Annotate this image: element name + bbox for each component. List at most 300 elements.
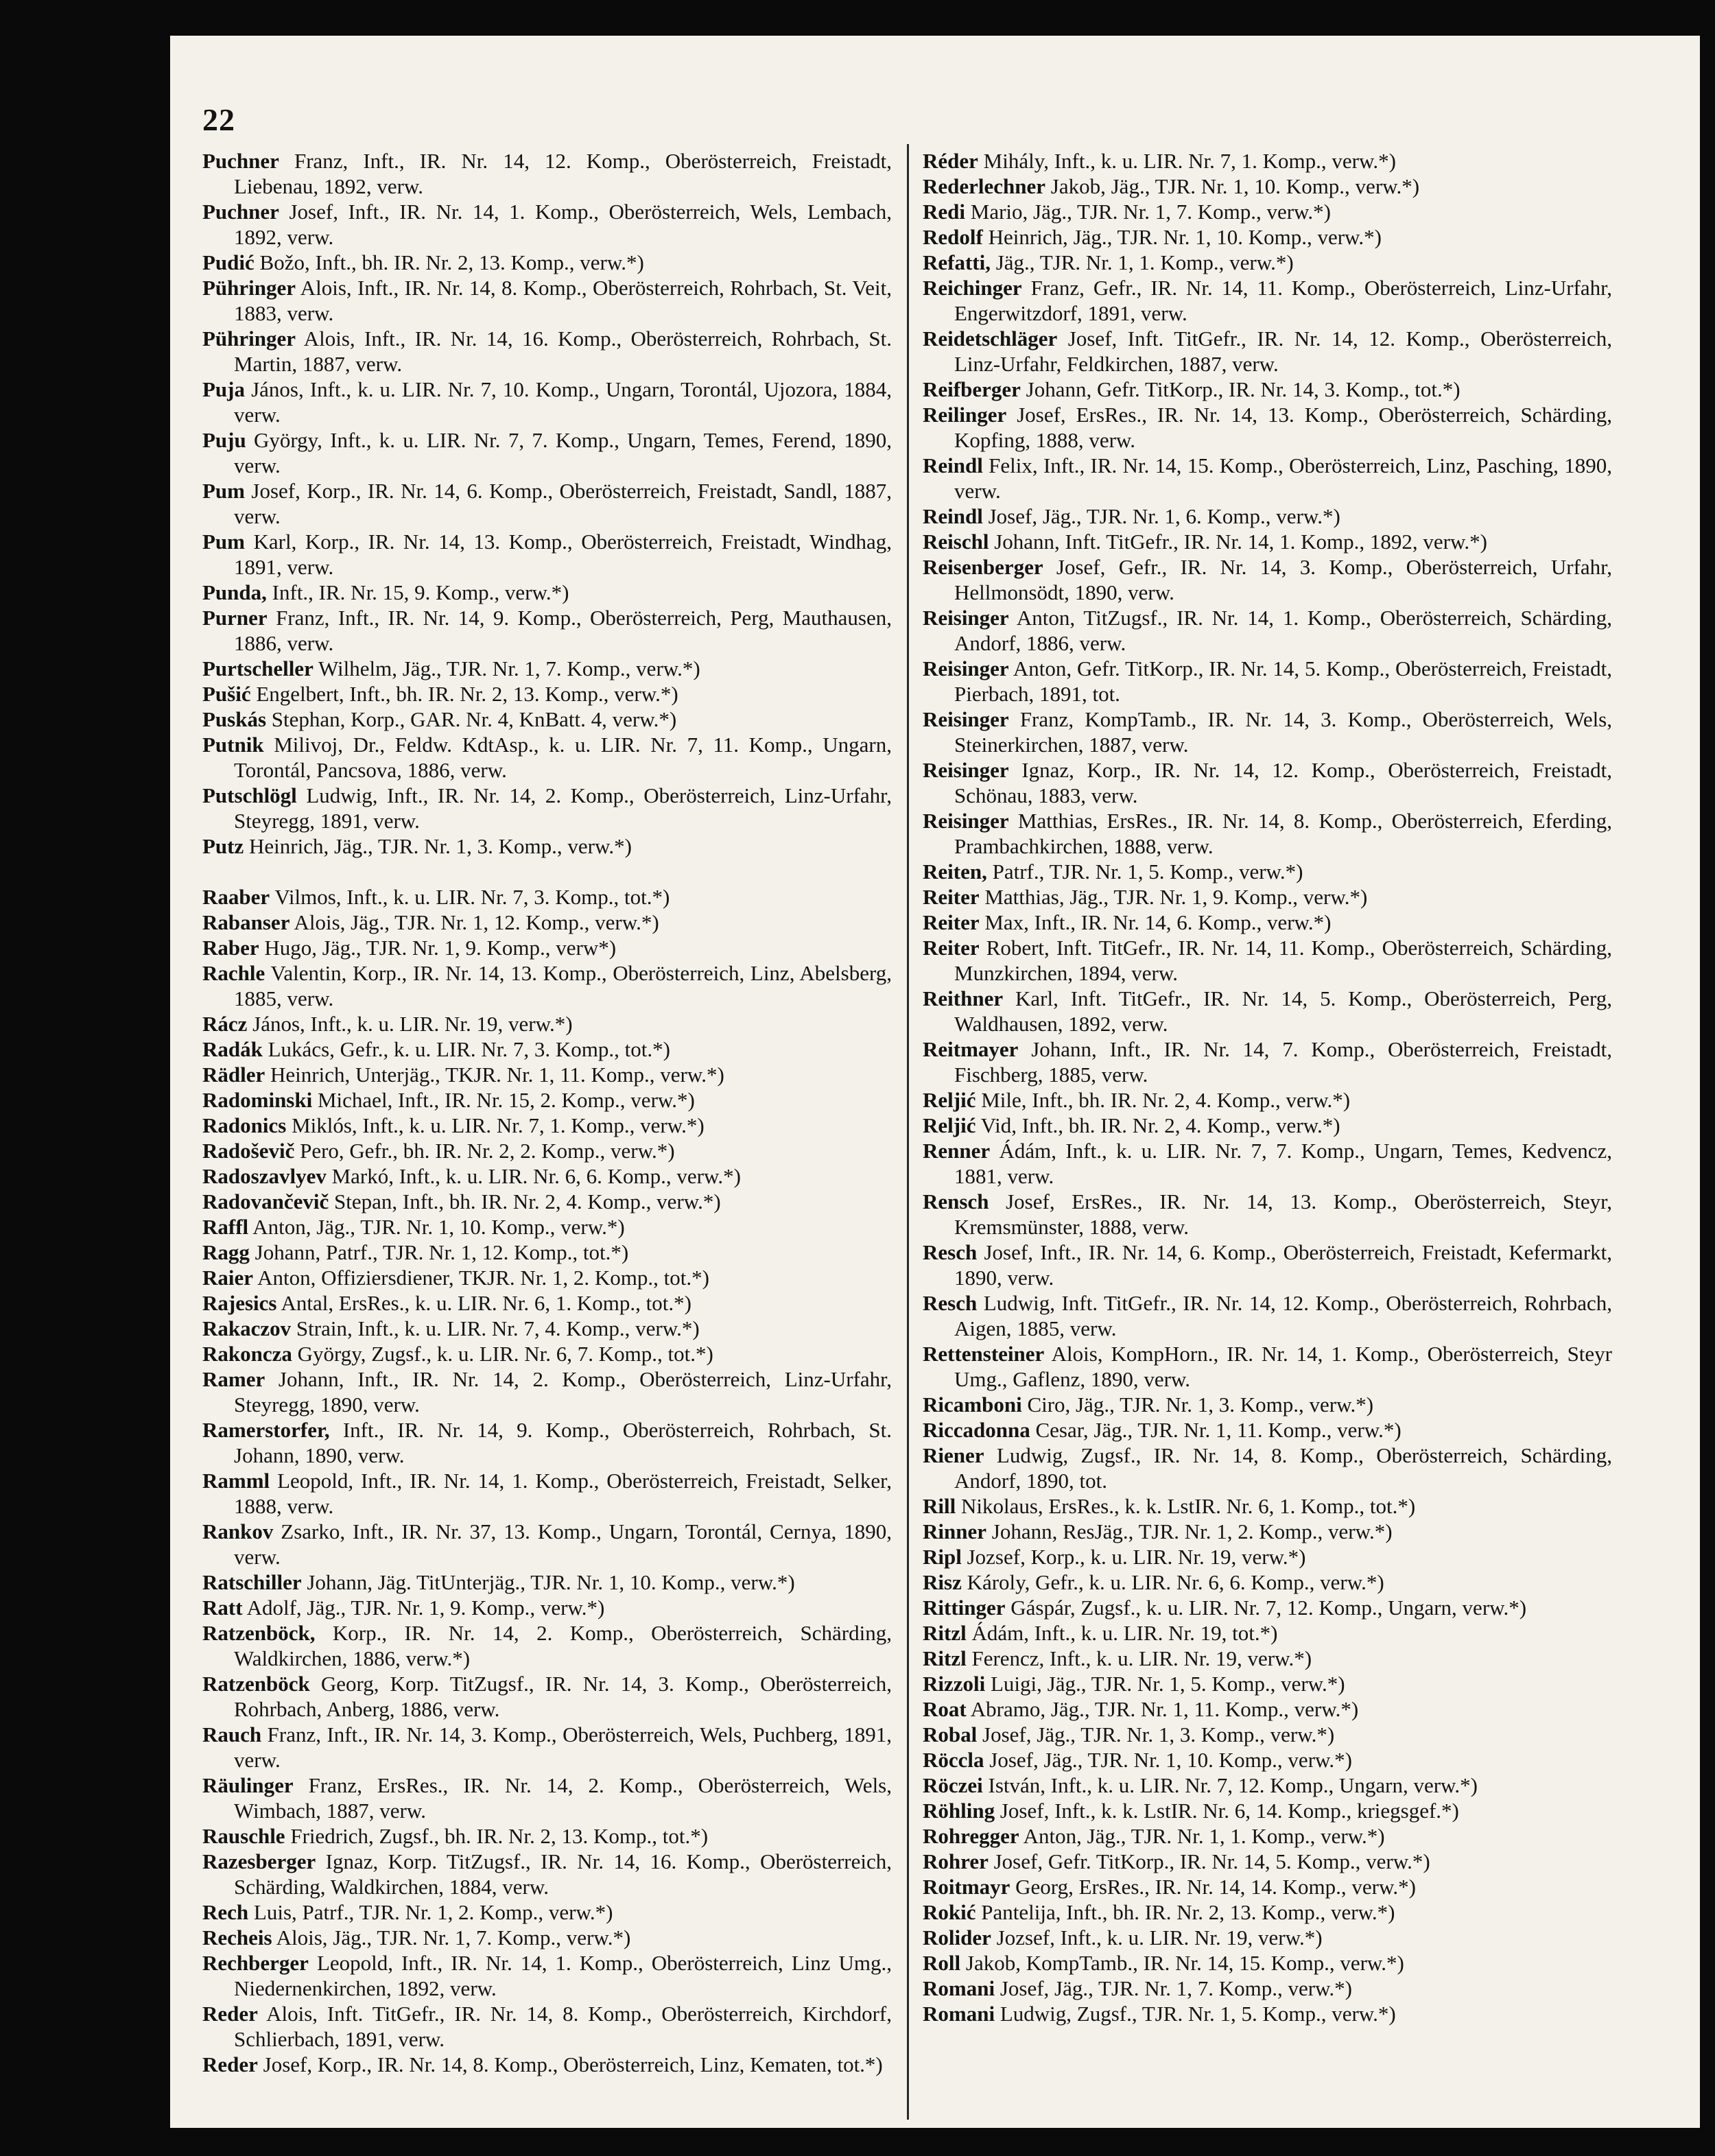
list-entry xyxy=(923,504,1612,529)
entry-details: Stephan, Korp., GAR. Nr. 4, KnBatt. 4, verw.*) xyxy=(266,707,677,731)
list-entry xyxy=(923,1113,1612,1138)
entry-details: Ignaz, Korp. TitZugsf., IR. Nr. 14, 16. Komp., Oberösterreich, Schärding, Waldkirchen, 1884, verw. xyxy=(234,1849,892,1899)
entry-surname: Rech xyxy=(202,1900,249,1924)
entry-details: Korp., IR. Nr. 14, 2. Komp., Oberösterreich, Schärding, Waldkirchen, 1886, verw.*) xyxy=(234,1621,892,1670)
entry-details: Luis, Patrf., TJR. Nr. 1, 2. Komp., verw.*) xyxy=(248,1900,613,1924)
list-entry xyxy=(923,2001,1612,2026)
list-entry xyxy=(923,1976,1612,2001)
entry-surname: Renner xyxy=(923,1139,991,1163)
entry-details: Anton, Jäg., TJR. Nr. 1, 1. Komp., verw.*) xyxy=(1019,1824,1385,1848)
list-entry xyxy=(202,1290,892,1316)
entry-surname: Resch xyxy=(923,1240,978,1264)
entry-details: Anton, Offiziersdiener, TKJR. Nr. 1, 2. Komp., tot.*) xyxy=(253,1266,709,1290)
entry-surname: Punda, xyxy=(202,580,267,604)
list-entry xyxy=(202,1163,892,1189)
entry-details: Matthias, Jäg., TJR. Nr. 1, 9. Komp., verw.*) xyxy=(979,885,1368,909)
list-entry xyxy=(202,1620,892,1671)
entry-details: Károly, Gefr., k. u. LIR. Nr. 6, 6. Komp., verw.*) xyxy=(961,1570,1384,1594)
list-entry xyxy=(923,1519,1612,1544)
entry-surname: Raber xyxy=(202,936,259,960)
list-entry xyxy=(923,224,1612,250)
entry-surname: Reder xyxy=(202,2002,258,2026)
entry-surname: Puchner xyxy=(202,149,279,173)
entry-details: Franz, Inft., IR. Nr. 14, 12. Komp., Oberösterreich, Freistadt, Liebenau, 1892, verw. xyxy=(234,149,892,198)
list-entry xyxy=(923,275,1612,326)
entry-details: Josef, Inft. TitGefr., IR. Nr. 14, 12. Komp., Oberösterreich, Linz-Urfahr, Feldkirchen, 1887, verw. xyxy=(954,327,1612,376)
entry-surname: Recheis xyxy=(202,1926,272,1950)
entry-surname: Radovančevič xyxy=(202,1189,329,1213)
list-entry xyxy=(923,554,1612,605)
entry-surname: Ratzenböck xyxy=(202,1672,310,1696)
entry-surname: Rankov xyxy=(202,1519,274,1543)
list-entry xyxy=(202,605,892,656)
list-entry xyxy=(923,326,1612,377)
entry-details: Josef, Jäg., TJR. Nr. 1, 6. Komp., verw.*) xyxy=(982,504,1340,528)
entry-details: Alois, Jäg., TJR. Nr. 1, 7. Komp., verw.*) xyxy=(272,1926,631,1950)
entry-details: Josef, ErsRes., IR. Nr. 14, 13. Komp., Oberösterreich, Schärding, Kopfing, 1888, verw. xyxy=(954,403,1612,452)
entry-surname: Rohrer xyxy=(923,1849,989,1873)
entry-surname: Ritzl xyxy=(923,1621,967,1645)
list-entry xyxy=(923,1823,1612,1849)
list-entry xyxy=(923,859,1612,884)
list-entry xyxy=(923,1646,1612,1671)
entry-surname: Rolider xyxy=(923,1926,991,1950)
list-entry xyxy=(202,1519,892,1569)
list-entry xyxy=(202,1569,892,1595)
entry-details: Engelbert, Inft., bh. IR. Nr. 2, 13. Komp., verw.*) xyxy=(250,682,678,706)
list-entry xyxy=(202,1011,892,1036)
entry-surname: Pušić xyxy=(202,682,251,706)
list-entry xyxy=(202,1823,892,1849)
list-entry xyxy=(923,1671,1612,1696)
list-entry xyxy=(923,605,1612,656)
list-entry xyxy=(202,1062,892,1087)
entry-surname: Réder xyxy=(923,149,978,173)
list-entry xyxy=(202,783,892,833)
list-entry xyxy=(923,1290,1612,1341)
entry-surname: Rederlechner xyxy=(923,174,1046,198)
entry-surname: Rädler xyxy=(202,1063,265,1087)
list-entry xyxy=(202,1950,892,2001)
entry-details: Josef, Korp., IR. Nr. 14, 6. Komp., Oberösterreich, Freistadt, Sandl, 1887, verw. xyxy=(234,479,892,528)
entry-details: Josef, Jäg., TJR. Nr. 1, 10. Komp., verw.*) xyxy=(984,1748,1352,1772)
entry-details: Valentin, Korp., IR. Nr. 14, 13. Komp., Oberösterreich, Linz, Abelsberg, 1885, verw. xyxy=(234,961,892,1010)
entry-surname: Reischl xyxy=(923,530,989,554)
entry-details: Robert, Inft. TitGefr., IR. Nr. 14, 11. Komp., Oberösterreich, Schärding, Munzkirchen, 1894, verw. xyxy=(954,936,1612,985)
entry-surname: Raier xyxy=(202,1266,254,1290)
list-entry xyxy=(923,377,1612,402)
list-entry xyxy=(202,707,892,732)
entry-surname: Romani xyxy=(923,2002,995,2026)
list-entry xyxy=(202,1468,892,1519)
entry-surname: Reder xyxy=(202,2052,258,2076)
list-entry xyxy=(202,1925,892,1950)
entry-details: Ludwig, Zugsf., IR. Nr. 14, 8. Komp., Oberösterreich, Schärding, Andorf, 1890, tot. xyxy=(954,1443,1612,1493)
entry-surname: Reilinger xyxy=(923,403,1007,427)
list-entry xyxy=(202,1214,892,1240)
entry-details: Jäg., TJR. Nr. 1, 1. Komp., verw.*) xyxy=(990,250,1294,274)
entry-surname: Reisinger xyxy=(923,758,1009,782)
list-entry xyxy=(923,199,1612,224)
list-entry xyxy=(202,1113,892,1138)
entry-details: Wilhelm, Jäg., TJR. Nr. 1, 7. Komp., verw.*) xyxy=(313,656,700,680)
list-entry xyxy=(923,1087,1612,1113)
entry-details: Inft., IR. Nr. 14, 9. Komp., Oberösterreich, Rohrbach, St. Johann, 1890, verw. xyxy=(234,1418,892,1467)
entry-surname: Rakoncza xyxy=(202,1342,292,1366)
list-entry xyxy=(923,935,1612,986)
entry-details: Leopold, Inft., IR. Nr. 14, 1. Komp., Oberösterreich, Freistadt, Selker, 1888, verw. xyxy=(234,1469,892,1518)
entry-surname: Purner xyxy=(202,606,268,630)
entry-surname: Reidetschläger xyxy=(923,327,1058,351)
entry-details: Franz, Gefr., IR. Nr. 14, 11. Komp., Oberösterreich, Linz-Urfahr, Engerwitzdorf, 1891, verw. xyxy=(954,276,1612,325)
entry-details: Franz, ErsRes., IR. Nr. 14, 2. Komp., Oberösterreich, Wels, Wimbach, 1887, verw. xyxy=(234,1773,892,1823)
list-entry xyxy=(202,1366,892,1417)
list-entry xyxy=(202,2052,892,2077)
list-entry xyxy=(202,1087,892,1113)
entry-details: István, Inft., k. u. LIR. Nr. 7, 12. Komp., Ungarn, verw.*) xyxy=(982,1773,1478,1797)
entry-details: Johann, Gefr. TitKorp., IR. Nr. 14, 3. Komp., tot.*) xyxy=(1020,377,1460,401)
entry-details: Matthias, ErsRes., IR. Nr. 14, 8. Komp., Oberösterreich, Eferding, Prambachkirchen, 1888, verw. xyxy=(954,809,1612,858)
entry-surname: Roitmayr xyxy=(923,1875,1010,1899)
list-entry xyxy=(202,1773,892,1823)
list-entry xyxy=(923,1443,1612,1493)
entry-surname: Ramerstorfer, xyxy=(202,1418,330,1442)
list-entry xyxy=(202,2001,892,2052)
entry-surname: Putschlögl xyxy=(202,783,297,807)
entry-surname: Rittinger xyxy=(923,1596,1006,1620)
entry-details: Ádám, Inft., k. u. LIR. Nr. 19, tot.*) xyxy=(966,1621,1278,1645)
entry-details: Mihály, Inft., k. u. LIR. Nr. 7, 1. Komp., verw.*) xyxy=(978,149,1396,173)
entry-surname: Reifberger xyxy=(923,377,1021,401)
entry-surname: Resch xyxy=(923,1291,978,1315)
list-entry xyxy=(202,1671,892,1722)
list-entry xyxy=(923,1036,1612,1087)
entry-details: Josef, Korp., IR. Nr. 14, 8. Komp., Oberösterreich, Linz, Kematen, tot.*) xyxy=(257,2052,883,2076)
entry-surname: Röccla xyxy=(923,1748,984,1772)
entry-surname: Röhling xyxy=(923,1799,995,1823)
entry-details: Heinrich, Jäg., TJR. Nr. 1, 3. Komp., verw.*) xyxy=(244,834,632,858)
entry-details: Pero, Gefr., bh. IR. Nr. 2, 2. Komp., verw.*) xyxy=(294,1139,675,1163)
list-entry xyxy=(923,1849,1612,1874)
entry-surname: Rechberger xyxy=(202,1951,309,1975)
entry-details: Alois, Inft., IR. Nr. 14, 16. Komp., Oberösterreich, Rohrbach, St. Martin, 1887, verw. xyxy=(234,327,892,376)
list-entry xyxy=(202,1036,892,1062)
entry-details: György, Inft., k. u. LIR. Nr. 7, 7. Komp., Ungarn, Temes, Ferend, 1890, verw. xyxy=(234,428,892,477)
list-entry xyxy=(923,1417,1612,1443)
entry-details: Ferencz, Inft., k. u. LIR. Nr. 19, verw.*) xyxy=(966,1646,1312,1670)
entry-details: Max, Inft., IR. Nr. 14, 6. Komp., verw.*) xyxy=(979,910,1332,934)
entry-details: Jozsef, Inft., k. u. LIR. Nr. 19, verw.*) xyxy=(991,1926,1323,1950)
entry-surname: Reljić xyxy=(923,1088,976,1112)
entry-details: Jakob, KompTamb., IR. Nr. 14, 15. Komp., verw.*) xyxy=(960,1951,1404,1975)
entry-details: Ludwig, Inft., IR. Nr. 14, 2. Komp., Oberösterreich, Linz-Urfahr, Steyregg, 1891, verw. xyxy=(234,783,892,833)
entry-surname: Reisinger xyxy=(923,809,1009,833)
entry-surname: Redi xyxy=(923,200,965,224)
list-entry xyxy=(202,529,892,580)
entry-details: Johann, Jäg. TitUnterjäg., TJR. Nr. 1, 10. Komp., verw.*) xyxy=(301,1570,795,1594)
entry-details: Jozsef, Korp., k. u. LIR. Nr. 19, verw.*) xyxy=(961,1545,1306,1569)
entry-surname: Reithner xyxy=(923,986,1004,1010)
entry-details: Franz, Inft., IR. Nr. 14, 3. Komp., Oberösterreich, Wels, Puchberg, 1891, verw. xyxy=(234,1722,892,1772)
entry-surname: Putz xyxy=(202,834,244,858)
entry-surname: Reiter xyxy=(923,936,980,960)
list-entry xyxy=(923,1773,1612,1798)
entry-details: Friedrich, Zugsf., bh. IR. Nr. 2, 13. Komp., tot.*) xyxy=(285,1824,709,1848)
entry-surname: Rinner xyxy=(923,1519,986,1543)
entry-details: Ludwig, Zugsf., TJR. Nr. 1, 5. Komp., verw.*) xyxy=(995,2002,1396,2026)
entry-surname: Reisinger xyxy=(923,606,1009,630)
entry-details: Alois, Inft. TitGefr., IR. Nr. 14, 8. Komp., Oberösterreich, Kirchdorf, Schlierbach, 1891, verw. xyxy=(234,2002,892,2051)
list-entry xyxy=(923,1341,1612,1392)
list-entry xyxy=(202,681,892,707)
entry-details: Mile, Inft., bh. IR. Nr. 2, 4. Komp., verw.*) xyxy=(975,1088,1351,1112)
entry-surname: Reiter xyxy=(923,910,980,934)
entry-details: Milivoj, Dr., Feldw. KdtAsp., k. u. LIR. Nr. 7, 11. Komp., Ungarn, Torontál, Pancsova, 1886, verw. xyxy=(234,733,892,782)
entry-details: Josef, Inft., k. k. LstIR. Nr. 6, 14. Komp., kriegsgef.*) xyxy=(995,1799,1459,1823)
entry-details: János, Inft., k. u. LIR. Nr. 7, 10. Komp., Ungarn, Torontál, Ujozora, 1884, verw. xyxy=(234,377,892,427)
entry-surname: Ratschiller xyxy=(202,1570,302,1594)
list-entry xyxy=(923,1798,1612,1823)
entry-surname: Reitmayer xyxy=(923,1037,1019,1061)
entry-surname: Roll xyxy=(923,1951,961,1975)
entry-details: Božo, Inft., bh. IR. Nr. 2, 13. Komp., verw.*) xyxy=(254,250,644,274)
list-entry xyxy=(202,1265,892,1290)
entry-details: Josef, Gefr. TitKorp., IR. Nr. 14, 5. Komp., verw.*) xyxy=(988,1849,1430,1873)
list-entry xyxy=(923,250,1612,275)
entry-details: Josef, Inft., IR. Nr. 14, 1. Komp., Oberösterreich, Wels, Lembach, 1892, verw. xyxy=(234,200,892,249)
list-entry xyxy=(202,1899,892,1925)
entry-details: Vilmos, Inft., k. u. LIR. Nr. 7, 3. Komp., tot.*) xyxy=(270,885,670,909)
entry-surname: Puja xyxy=(202,377,245,401)
entry-surname: Reljić xyxy=(923,1113,976,1137)
entry-surname: Reiten, xyxy=(923,860,987,884)
entry-details: Miklós, Inft., k. u. LIR. Nr. 7, 1. Komp., verw.*) xyxy=(286,1113,705,1137)
entry-surname: Röczei xyxy=(923,1773,983,1797)
list-entry xyxy=(923,1899,1612,1925)
entry-surname: Risz xyxy=(923,1570,962,1594)
entry-surname: Radák xyxy=(202,1037,263,1061)
entry-details: Ignaz, Korp., IR. Nr. 14, 12. Komp., Oberösterreich, Freistadt, Schönau, 1883, verw. xyxy=(954,758,1612,807)
entry-surname: Ritzl xyxy=(923,1646,967,1670)
entry-details: Franz, Inft., IR. Nr. 14, 9. Komp., Oberösterreich, Perg, Mauthausen, 1886, verw. xyxy=(234,606,892,655)
list-entry xyxy=(202,884,892,910)
entry-surname: Reindl xyxy=(923,504,983,528)
entry-surname: Ricamboni xyxy=(923,1393,1022,1417)
list-entry xyxy=(923,707,1612,757)
entry-surname: Putnik xyxy=(202,733,264,757)
list-entry xyxy=(923,1240,1612,1290)
list-entry xyxy=(202,1189,892,1214)
entry-surname: Rabanser xyxy=(202,910,290,934)
list-entry xyxy=(202,148,892,199)
entry-surname: Redolf xyxy=(923,225,983,249)
entry-surname: Razesberger xyxy=(202,1849,316,1873)
entry-surname: Pum xyxy=(202,479,245,503)
entry-details: Alois, Inft., IR. Nr. 14, 8. Komp., Oberösterreich, Rohrbach, St. Veit, 1883, verw. xyxy=(234,276,892,325)
list-entry xyxy=(923,1722,1612,1747)
list-entry xyxy=(923,656,1612,707)
entry-details: Zsarko, Inft., IR. Nr. 37, 13. Komp., Ungarn, Torontál, Cernya, 1890, verw. xyxy=(234,1519,892,1569)
list-entry xyxy=(202,1417,892,1468)
entry-surname: Ramml xyxy=(202,1469,270,1493)
list-entry xyxy=(923,1874,1612,1899)
entry-surname: Rajesics xyxy=(202,1291,277,1315)
list-entry xyxy=(923,1493,1612,1519)
entry-details: Patrf., TJR. Nr. 1, 5. Komp., verw.*) xyxy=(986,860,1303,884)
entry-surname: Radoševič xyxy=(202,1139,295,1163)
left-column xyxy=(202,148,892,2077)
list-entry xyxy=(202,580,892,605)
list-entry xyxy=(202,833,892,859)
entry-details: Josef, Jäg., TJR. Nr. 1, 7. Komp., verw.*) xyxy=(995,1976,1353,2000)
entry-surname: Rokić xyxy=(923,1900,976,1924)
list-entry xyxy=(202,326,892,377)
list-entry xyxy=(923,884,1612,910)
entry-details: Ciro, Jäg., TJR. Nr. 1, 3. Komp., verw.*) xyxy=(1021,1393,1374,1417)
entry-surname: Rachle xyxy=(202,961,265,985)
list-entry xyxy=(923,1620,1612,1646)
entry-surname: Rakaczov xyxy=(202,1316,292,1340)
entry-details: Strain, Inft., k. u. LIR. Nr. 7, 4. Komp., verw.*) xyxy=(291,1316,700,1340)
list-entry xyxy=(202,656,892,681)
list-entry xyxy=(202,1138,892,1163)
list-entry xyxy=(923,1544,1612,1569)
entry-details: Adolf, Jäg., TJR. Nr. 1, 9. Komp., verw.*) xyxy=(242,1596,605,1620)
entry-details: Mario, Jäg., TJR. Nr. 1, 7. Komp., verw.*) xyxy=(965,200,1331,224)
entry-surname: Radonics xyxy=(202,1113,287,1137)
entry-surname: Refatti, xyxy=(923,250,991,274)
entry-surname: Pudić xyxy=(202,250,255,274)
entry-surname: Raffl xyxy=(202,1215,249,1239)
entry-surname: Rauch xyxy=(202,1722,262,1746)
column-divider xyxy=(907,144,909,2120)
entry-details: Markó, Inft., k. u. LIR. Nr. 6, 6. Komp., verw.*) xyxy=(326,1164,741,1188)
entry-details: Karl, Korp., IR. Nr. 14, 13. Komp., Oberösterreich, Freistadt, Windhag, 1891, verw. xyxy=(234,530,892,579)
entry-surname: Rill xyxy=(923,1494,956,1518)
list-entry xyxy=(923,986,1612,1036)
entry-details: Antal, ErsRes., k. u. LIR. Nr. 6, 1. Komp., tot.*) xyxy=(276,1291,691,1315)
entry-surname: Pum xyxy=(202,530,245,554)
entry-details: Johann, Inft. TitGefr., IR. Nr. 14, 1. Komp., 1892, verw.*) xyxy=(989,530,1487,554)
list-entry xyxy=(923,529,1612,554)
entry-surname: Rauschle xyxy=(202,1824,285,1848)
entry-surname: Radoszavlyev xyxy=(202,1164,327,1188)
entry-details: Lukács, Gefr., k. u. LIR. Nr. 7, 3. Komp., tot.*) xyxy=(262,1037,670,1061)
entry-details: Heinrich, Unterjäg., TKJR. Nr. 1, 11. Komp., verw.*) xyxy=(265,1063,724,1087)
entry-details: Georg, ErsRes., IR. Nr. 14, 14. Komp., verw.*) xyxy=(1010,1875,1416,1899)
entry-details: Georg, Korp. TitZugsf., IR. Nr. 14, 3. Komp., Oberösterreich, Rohrbach, Anberg, 1886, verw. xyxy=(234,1672,892,1721)
entry-surname: Reisinger xyxy=(923,656,1009,680)
list-entry xyxy=(923,1138,1612,1189)
entry-details: Cesar, Jäg., TJR. Nr. 1, 11. Komp., verw.*) xyxy=(1030,1418,1401,1442)
entry-surname: Romani xyxy=(923,1976,995,2000)
page-number: 22 xyxy=(202,102,235,137)
entry-details: Johann, ResJäg., TJR. Nr. 1, 2. Komp., verw.*) xyxy=(986,1519,1393,1543)
entry-details: Gáspár, Zugsf., k. u. LIR. Nr. 7, 12. Komp., Ungarn, verw.*) xyxy=(1005,1596,1527,1620)
right-column xyxy=(923,148,1612,2026)
entry-details: Nikolaus, ErsRes., k. k. LstIR. Nr. 6, 1. Komp., tot.*) xyxy=(956,1494,1416,1518)
entry-surname: Ramer xyxy=(202,1367,265,1391)
entry-details: Karl, Inft. TitGefr., IR. Nr. 14, 5. Komp., Oberösterreich, Perg, Waldhausen, 1892, verw. xyxy=(954,986,1612,1036)
list-entry xyxy=(923,1950,1612,1976)
entry-details: Anton, Jäg., TJR. Nr. 1, 10. Komp., verw.*) xyxy=(248,1215,625,1239)
list-entry xyxy=(202,1240,892,1265)
section-gap xyxy=(202,859,892,884)
entry-details: Josef, ErsRes., IR. Nr. 14, 13. Komp., Oberösterreich, Steyr, Kremsmünster, 1888, verw. xyxy=(954,1189,1612,1239)
entry-details: Inft., IR. Nr. 15, 9. Komp., verw.*) xyxy=(266,580,569,604)
list-entry xyxy=(923,1696,1612,1722)
list-entry xyxy=(923,757,1612,808)
entry-details: Johann, Inft., IR. Nr. 14, 2. Komp., Oberösterreich, Linz-Urfahr, Steyregg, 1890, verw. xyxy=(234,1367,892,1417)
list-entry xyxy=(202,478,892,529)
entry-surname: Puchner xyxy=(202,200,279,224)
entry-details: Anton, Gefr. TitKorp., IR. Nr. 14, 5. Komp., Oberösterreich, Freistadt, Pierbach, 1891, tot. xyxy=(954,656,1612,706)
entry-surname: Raaber xyxy=(202,885,270,909)
list-entry xyxy=(923,910,1612,935)
entry-surname: Rizzoli xyxy=(923,1672,986,1696)
list-entry xyxy=(202,427,892,478)
entry-surname: Robal xyxy=(923,1722,978,1746)
entry-surname: Radominski xyxy=(202,1088,313,1112)
entry-details: Vid, Inft., bh. IR. Nr. 2, 4. Komp., verw.*) xyxy=(975,1113,1340,1137)
list-entry xyxy=(923,808,1612,859)
list-entry xyxy=(923,1569,1612,1595)
list-entry xyxy=(923,174,1612,199)
entry-surname: Ripl xyxy=(923,1545,962,1569)
entry-details: Luigi, Jäg., TJR. Nr. 1, 5. Komp., verw.*) xyxy=(985,1672,1345,1696)
list-entry xyxy=(202,910,892,935)
list-entry xyxy=(202,732,892,783)
entry-surname: Ragg xyxy=(202,1240,250,1264)
entry-details: János, Inft., k. u. LIR. Nr. 19, verw.*) xyxy=(247,1012,573,1036)
entry-details: György, Zugsf., k. u. LIR. Nr. 6, 7. Komp., tot.*) xyxy=(292,1342,713,1366)
entry-details: Alois, Jäg., TJR. Nr. 1, 12. Komp., verw.*) xyxy=(289,910,659,934)
entry-surname: Ratzenböck, xyxy=(202,1621,316,1645)
entry-details: Johann, Patrf., TJR. Nr. 1, 12. Komp., tot.*) xyxy=(249,1240,629,1264)
list-entry xyxy=(923,1595,1612,1620)
entry-surname: Puju xyxy=(202,428,246,452)
list-entry xyxy=(202,960,892,1011)
entry-surname: Reiter xyxy=(923,885,980,909)
entry-surname: Reisenberger xyxy=(923,555,1043,579)
list-entry xyxy=(202,250,892,275)
list-entry xyxy=(923,1925,1612,1950)
entry-surname: Puskás xyxy=(202,707,267,731)
entry-surname: Rohregger xyxy=(923,1824,1019,1848)
entry-details: Abramo, Jäg., TJR. Nr. 1, 11. Komp., verw.*) xyxy=(966,1697,1359,1721)
entry-surname: Reindl xyxy=(923,453,983,477)
entry-surname: Rácz xyxy=(202,1012,248,1036)
entry-details: Felix, Inft., IR. Nr. 14, 15. Komp., Oberösterreich, Linz, Pasching, 1890, verw. xyxy=(954,453,1612,503)
entry-surname: Pühringer xyxy=(202,276,296,300)
entry-details: Franz, KompTamb., IR. Nr. 14, 3. Komp., Oberösterreich, Wels, Steinerkirchen, 1887, verw. xyxy=(954,707,1612,757)
entry-surname: Ratt xyxy=(202,1596,243,1620)
entry-details: Johann, Inft., IR. Nr. 14, 7. Komp., Oberösterreich, Freistadt, Fischberg, 1885, verw. xyxy=(954,1037,1612,1087)
entry-details: Leopold, Inft., IR. Nr. 14, 1. Komp., Oberösterreich, Linz Umg., Niedernenkirchen, 1892, verw. xyxy=(234,1951,892,2000)
list-entry xyxy=(202,1722,892,1773)
entry-details: Josef, Inft., IR. Nr. 14, 6. Komp., Oberösterreich, Freistadt, Kefermarkt, 1890, verw. xyxy=(954,1240,1612,1290)
entry-details: Hugo, Jäg., TJR. Nr. 1, 9. Komp., verw*) xyxy=(259,936,617,960)
entry-details: Alois, KompHorn., IR. Nr. 14, 1. Komp., Oberösterreich, Steyr Umg., Gaflenz, 1890, verw. xyxy=(954,1342,1612,1391)
list-entry xyxy=(202,275,892,326)
entry-details: Ádám, Inft., k. u. LIR. Nr. 7, 7. Komp., Ungarn, Temes, Kedvencz, 1881, verw. xyxy=(954,1139,1612,1188)
list-entry xyxy=(923,1392,1612,1417)
list-entry xyxy=(923,453,1612,504)
list-entry xyxy=(923,1747,1612,1773)
entry-surname: Pühringer xyxy=(202,327,296,351)
entry-surname: Riener xyxy=(923,1443,984,1467)
entry-details: Anton, TitZugsf., IR. Nr. 14, 1. Komp., Oberösterreich, Schärding, Andorf, 1886, verw. xyxy=(954,606,1612,655)
